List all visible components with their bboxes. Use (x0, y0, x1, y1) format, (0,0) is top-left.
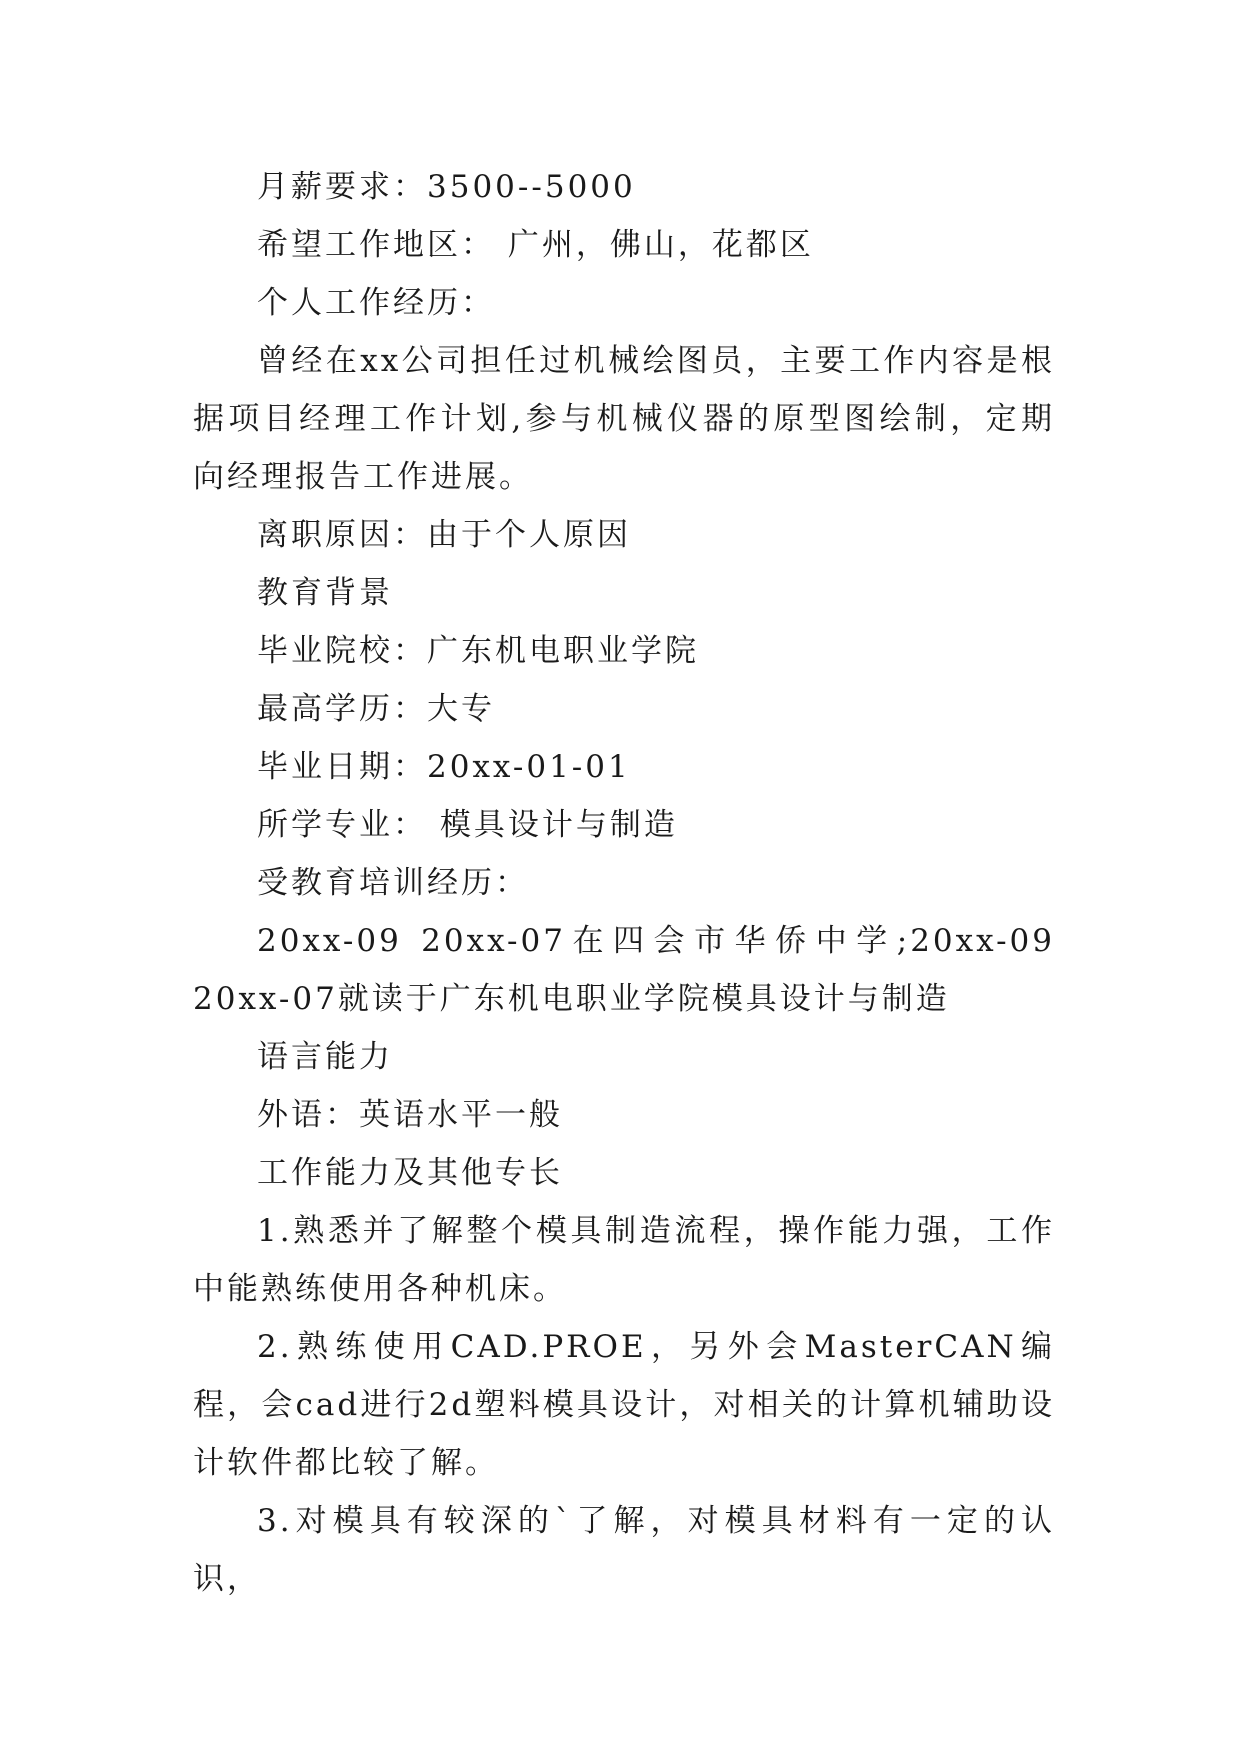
work-history-paragraph: 曾经在xx公司担任过机械绘图员，主要工作内容是根据项目经理工作计划,参与机械仪器的原型图绘制，定期向经理报告工作进展。 (193, 343, 1055, 495)
skill-item-3: 3.对模具有较深的`了解，对模具材料有一定的认识， (193, 1503, 1055, 1597)
work-history-heading: 个人工作经历： (257, 285, 495, 321)
school-line: 毕业院校：广东机电职业学院 (257, 633, 699, 669)
language-heading: 语言能力 (257, 1039, 393, 1075)
skills-heading: 工作能力及其他专长 (257, 1155, 563, 1191)
training-heading: 受教育培训经历： (257, 865, 529, 901)
salary-requirement-line: 月薪要求：3500--5000 (257, 169, 636, 205)
major-line: 所学专业： 模具设计与制造 (257, 807, 678, 843)
degree-line: 最高学历：大专 (257, 691, 495, 727)
desired-location-line: 希望工作地区： 广州，佛山，花都区 (257, 227, 814, 263)
foreign-language-line: 外语：英语水平一般 (257, 1097, 563, 1133)
skill-item-1: 1.熟悉并了解整个模具制造流程，操作能力强，工作中能熟练使用各种机床。 (193, 1213, 1055, 1307)
education-heading: 教育背景 (257, 575, 393, 611)
leaving-reason-line: 离职原因：由于个人原因 (257, 517, 631, 553)
graduation-date-line: 毕业日期：20xx-01-01 (257, 749, 631, 785)
skill-item-2: 2.熟练使用CAD.PROE，另外会MasterCAN编程，会cad进行2d塑料模具设计，对相关的计算机辅助设计软件都比较了解。 (193, 1329, 1055, 1481)
training-paragraph: 20xx-09 20xx-07在四会市华侨中学;20xx-09 20xx-07就读于广东机电职业学院模具设计与制造 (193, 923, 1055, 1017)
document-body (193, 158, 1055, 1608)
